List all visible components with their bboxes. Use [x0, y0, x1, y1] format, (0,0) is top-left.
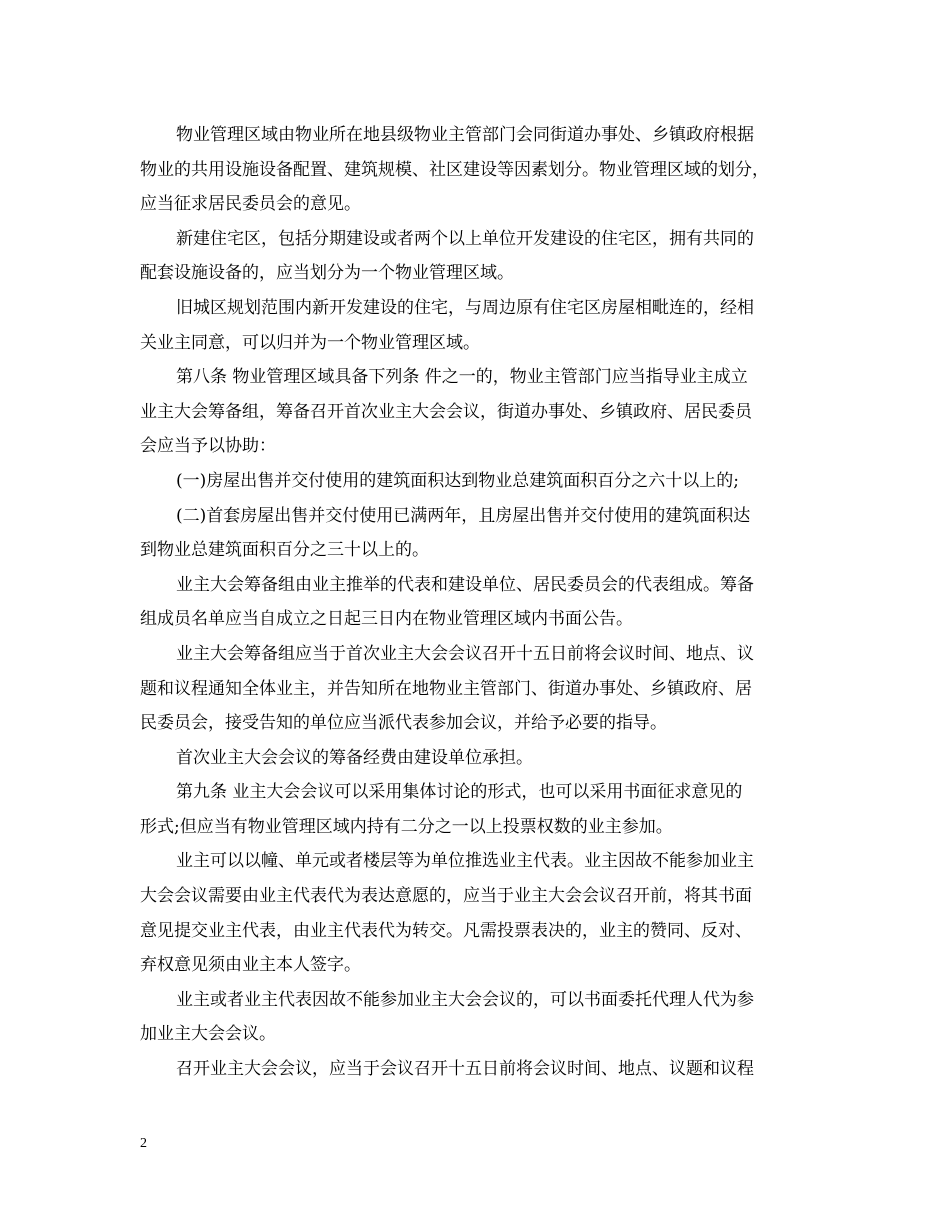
text-line: 旧城区规划范围内新开发建设的住宅，与周边原有住宅区房屋相毗连的，经相 [176, 297, 754, 318]
text-line: 形式;但应当有物业管理区域内持有二分之一以上投票权数的业主参加。 [140, 816, 673, 837]
text-line: (一)房屋出售并交付使用的建筑面积达到物业总建筑面积百分之六十以上的; [176, 470, 739, 491]
text-line: 组成员名单应当自成立之日起三日内在物业管理区域内书面公告。 [140, 609, 633, 630]
text-line: 首次业主大会会议的筹备经费由建设单位承担。 [176, 747, 533, 768]
text-line: 配套设施设备的，应当划分为一个物业管理区域。 [140, 263, 514, 284]
text-line: 题和议程通知全体业主，并告知所在地物业主管部门、街道办事处、乡镇政府、居 [140, 678, 752, 699]
text-line: 大会会议需要由业主代表代为表达意愿的，应当于业主大会会议召开前，将其书面 [140, 886, 752, 907]
text-line: 业主大会筹备组由业主推举的代表和建设单位、居民委员会的代表组成。筹备 [176, 574, 754, 595]
document-body [140, 118, 830, 1087]
text-line: 到物业总建筑面积百分之三十以上的。 [140, 540, 429, 561]
text-line: 加业主大会会议。 [140, 1024, 276, 1045]
text-line: 意见提交业主代表，由业主代表代为转交。凡需投票表决的，业主的赞同、反对、 [140, 920, 752, 941]
text-line: 召开业主大会会议，应当于会议召开十五日前将会议时间、地点、议题和议程 [176, 1059, 754, 1080]
text-line: 弃权意见须由业主本人签字。 [140, 955, 361, 976]
text-line: 民委员会，接受告知的单位应当派代表参加会议，并给予必要的指导。 [140, 713, 667, 734]
text-line: 应当征求居民委员会的意见。 [140, 194, 361, 215]
text-line: 物业的共用设施设备配置、建筑规模、社区建设等因素划分。物业管理区域的划分， [140, 159, 769, 180]
text-line: 业主大会筹备组，筹备召开首次业主大会会议，街道办事处、乡镇政府、居民委员 [140, 401, 752, 422]
text-line: 第八条 物业管理区域具备下列条 件之一的，物业主管部门应当指导业主成立 [176, 367, 748, 388]
text-line: 新建住宅区，包括分期建设或者两个以上单位开发建设的住宅区，拥有共同的 [176, 228, 754, 249]
page-number: 2 [140, 1136, 147, 1151]
text-line: (二)首套房屋出售并交付使用已满两年，且房屋出售并交付使用的建筑面积达 [176, 505, 751, 526]
text-line: 业主或者业主代表因故不能参加业主大会会议的，可以书面委托代理人代为参 [176, 989, 754, 1010]
text-line: 业主大会筹备组应当于首次业主大会会议召开十五日前将会议时间、地点、议 [176, 643, 754, 664]
text-line: 物业管理区域由物业所在地县级物业主管部门会同街道办事处、乡镇政府根据 [176, 125, 754, 145]
text-line: 业主可以以幢、单元或者楼层等为单位推选业主代表。业主因故不能参加业主 [176, 851, 754, 872]
text-line: 关业主同意，可以归并为一个物业管理区域。 [140, 332, 480, 353]
text-line: 第九条 业主大会会议可以采用集体讨论的形式，也可以采用书面征求意见的 [176, 782, 743, 803]
text-line: 会应当予以协助： [140, 436, 276, 457]
